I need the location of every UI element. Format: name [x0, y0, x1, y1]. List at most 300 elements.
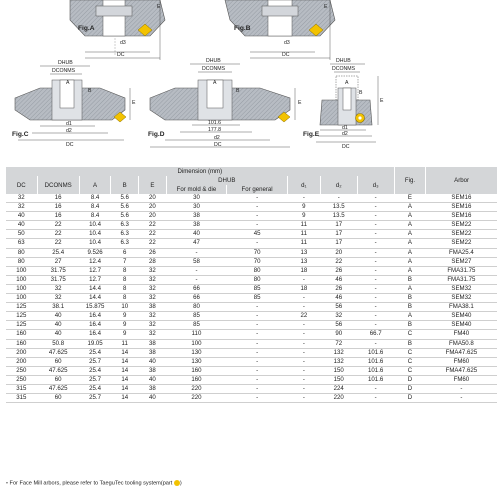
- cell-d3: 101.6: [357, 348, 394, 357]
- table-row: [6, 275, 498, 284]
- cell-a: 8.4: [79, 203, 111, 212]
- cell-b: 14: [111, 384, 139, 393]
- cell-d3: -: [357, 284, 394, 293]
- cell-d2: 13.5: [320, 212, 357, 221]
- d3-header: d₃: [357, 176, 394, 194]
- fig-e-e-label: E: [380, 98, 384, 104]
- table-row: [6, 303, 498, 312]
- fig-d-drawing: [150, 64, 295, 147]
- cell-fig: B: [394, 339, 426, 348]
- table-row: [6, 248, 498, 257]
- cell-d3: -: [357, 230, 394, 239]
- cell-dc: 160: [6, 339, 38, 348]
- fig-e-b-label: B: [359, 90, 363, 96]
- cell-dconms: 40: [37, 330, 79, 339]
- cell-e: 38: [139, 348, 167, 357]
- cell-d2: 32: [320, 312, 357, 321]
- cell-dc: 100: [6, 284, 38, 293]
- cell-dc: 40: [6, 221, 38, 230]
- fig-c-dc-label: DC: [66, 142, 74, 148]
- dhub-header: DHUB: [166, 176, 287, 185]
- cell-dconms: 38.1: [37, 303, 79, 312]
- fig-e-a-label: A: [345, 80, 349, 86]
- fig-c-drawing: [15, 66, 130, 140]
- cell-e: 22: [139, 221, 167, 230]
- cell-d2: 46: [320, 294, 357, 303]
- cell-a: 14.4: [79, 284, 111, 293]
- cell-d3: -: [357, 266, 394, 275]
- cell-fig: A: [394, 239, 426, 248]
- cell-a: 10.4: [79, 239, 111, 248]
- fig-c-a-label: A: [66, 80, 70, 86]
- cell-fig: A: [394, 312, 426, 321]
- cell-dconms: 50.8: [37, 339, 79, 348]
- cell-e: 32: [139, 330, 167, 339]
- cell-fig: D: [394, 394, 426, 403]
- fig-d-b-label: B: [236, 88, 240, 94]
- cell-a: 12.4: [79, 257, 111, 266]
- cell-d1: -: [287, 275, 320, 284]
- cell-dc: 125: [6, 312, 38, 321]
- cell-e: 40: [139, 357, 167, 366]
- cell-e: 20: [139, 212, 167, 221]
- cell-d3: 101.6: [357, 366, 394, 375]
- cell-dhub-mold: 130: [166, 348, 227, 357]
- fig-d-177-label: 177.8: [208, 127, 221, 133]
- cell-arbor: SEM22: [426, 239, 497, 248]
- cell-b: 11: [111, 339, 139, 348]
- cell-d3: -: [357, 275, 394, 284]
- fig-header: Fig.: [394, 167, 426, 194]
- fig-b-dc-label: DC: [282, 52, 290, 58]
- cell-dhub-general: -: [227, 239, 288, 248]
- cell-a: 8.4: [79, 212, 111, 221]
- cell-b: 14: [111, 375, 139, 384]
- fig-c-d2-label: d2: [66, 128, 72, 134]
- fig-a-dc-label: DC: [117, 52, 125, 58]
- cell-dhub-general: 80: [227, 275, 288, 284]
- table-row: [6, 194, 498, 203]
- cell-d3: -: [357, 294, 394, 303]
- arbor-header: Arbor: [426, 167, 497, 194]
- cell-dhub-mold: 85: [166, 321, 227, 330]
- fig-c-dhub-label: DHUB: [58, 60, 73, 66]
- table-row: [6, 239, 498, 248]
- cell-arbor: FMA31.75: [426, 266, 497, 275]
- cell-d3: -: [357, 212, 394, 221]
- fig-c-d1-label: d1: [66, 121, 72, 127]
- cell-dconms: 31.75: [37, 266, 79, 275]
- cell-b: 8: [111, 294, 139, 303]
- cell-arbor: FMA47.625: [426, 348, 497, 357]
- cell-d1: 13: [287, 257, 320, 266]
- cell-d2: 224: [320, 384, 357, 393]
- cell-b: 5.6: [111, 212, 139, 221]
- cell-dc: 250: [6, 375, 38, 384]
- table-row: [6, 321, 498, 330]
- cell-d1: 11: [287, 239, 320, 248]
- cell-b: 9: [111, 312, 139, 321]
- cell-dc: 315: [6, 384, 38, 393]
- cell-dhub-general: 70: [227, 257, 288, 266]
- cell-dconms: 16: [37, 212, 79, 221]
- cell-dhub-general: -: [227, 348, 288, 357]
- cell-e: 26: [139, 248, 167, 257]
- cell-d1: -: [287, 194, 320, 203]
- fig-b-e-label: E: [324, 4, 328, 10]
- cell-dhub-general: 45: [227, 230, 288, 239]
- cell-fig: C: [394, 357, 426, 366]
- cell-dhub-general: -: [227, 375, 288, 384]
- cell-e: 28: [139, 257, 167, 266]
- cell-d2: 17: [320, 239, 357, 248]
- cell-dhub-mold: 38: [166, 221, 227, 230]
- cell-a: 12.7: [79, 275, 111, 284]
- cell-e: 22: [139, 230, 167, 239]
- cell-b: 5.6: [111, 194, 139, 203]
- cell-d1: -: [287, 375, 320, 384]
- table-row: [6, 266, 498, 275]
- cell-b: 8: [111, 275, 139, 284]
- table-row: [6, 294, 498, 303]
- cell-dhub-mold: 30: [166, 203, 227, 212]
- cell-arbor: FMA50.8: [426, 339, 497, 348]
- cell-dhub-general: -: [227, 394, 288, 403]
- cell-dhub-general: -: [227, 212, 288, 221]
- cell-dhub-mold: 130: [166, 357, 227, 366]
- fig-c-e-label: E: [132, 100, 136, 106]
- cell-d2: -: [320, 194, 357, 203]
- cell-dhub-mold: 85: [166, 312, 227, 321]
- cell-arbor: -: [426, 384, 497, 393]
- cell-d2: 90: [320, 330, 357, 339]
- cell-dconms: 32: [37, 294, 79, 303]
- cell-d3: 66.7: [357, 330, 394, 339]
- cell-d3: -: [357, 312, 394, 321]
- fig-b-d3-label: d3: [284, 40, 290, 46]
- cell-d2: 46: [320, 275, 357, 284]
- cell-dhub-mold: 66: [166, 294, 227, 303]
- cell-dc: 125: [6, 303, 38, 312]
- cell-d1: -: [287, 357, 320, 366]
- table-row: [6, 221, 498, 230]
- cell-d2: 72: [320, 339, 357, 348]
- cell-e: 32: [139, 321, 167, 330]
- dhub-mold-header: For mold & die: [166, 185, 227, 194]
- cell-dconms: 31.75: [37, 275, 79, 284]
- cell-dhub-mold: -: [166, 275, 227, 284]
- cell-dhub-general: -: [227, 194, 288, 203]
- cell-d2: 150: [320, 375, 357, 384]
- dimension-group-header: Dimension (mm): [6, 167, 395, 176]
- cell-d2: 132: [320, 357, 357, 366]
- cell-dconms: 22: [37, 221, 79, 230]
- cell-d1: -: [287, 339, 320, 348]
- cell-d1: 9: [287, 203, 320, 212]
- footnote: [6, 480, 182, 486]
- fig-a-d3-label: d3: [120, 40, 126, 46]
- cell-arbor: FM40: [426, 330, 497, 339]
- cell-dhub-general: -: [227, 357, 288, 366]
- cell-dhub-mold: 220: [166, 384, 227, 393]
- cell-dhub-mold: 100: [166, 339, 227, 348]
- cell-arbor: FM60: [426, 357, 497, 366]
- cell-dc: 160: [6, 330, 38, 339]
- cell-e: 20: [139, 194, 167, 203]
- header-row-group: [6, 167, 498, 176]
- cell-arbor: SEM16: [426, 194, 497, 203]
- cell-fig: A: [394, 230, 426, 239]
- cell-b: 8: [111, 284, 139, 293]
- cell-e: 38: [139, 366, 167, 375]
- cell-arbor: SEM16: [426, 212, 497, 221]
- fig-e-d1-label: d1: [342, 125, 348, 131]
- cell-d2: 13.5: [320, 203, 357, 212]
- cell-arbor: SEM16: [426, 203, 497, 212]
- cell-dhub-mold: 47: [166, 239, 227, 248]
- cell-arbor: SEM22: [426, 221, 497, 230]
- cell-dc: 63: [6, 239, 38, 248]
- cell-dconms: 25.4: [37, 248, 79, 257]
- fig-e-label: Fig.E: [303, 131, 320, 138]
- cell-dhub-general: 85: [227, 294, 288, 303]
- cell-d1: 9: [287, 212, 320, 221]
- cell-d2: 17: [320, 230, 357, 239]
- cell-a: 14.4: [79, 294, 111, 303]
- cell-a: 25.7: [79, 375, 111, 384]
- cell-dhub-mold: 66: [166, 284, 227, 293]
- cell-d1: 18: [287, 284, 320, 293]
- table-row: [6, 394, 498, 403]
- table-row: [6, 312, 498, 321]
- table-row: [6, 257, 498, 266]
- cell-d3: -: [357, 239, 394, 248]
- cell-dhub-general: -: [227, 303, 288, 312]
- cell-dc: 315: [6, 394, 38, 403]
- cell-dhub-general: -: [227, 203, 288, 212]
- cell-a: 19.05: [79, 339, 111, 348]
- cell-dc: 80: [6, 248, 38, 257]
- fig-e-dc-label: DC: [342, 144, 350, 150]
- dimension-table: [5, 167, 497, 403]
- cell-fig: E: [394, 194, 426, 203]
- cell-d3: -: [357, 321, 394, 330]
- cell-d1: -: [287, 321, 320, 330]
- cell-dhub-mold: -: [166, 266, 227, 275]
- cell-b: 6: [111, 248, 139, 257]
- cell-d1: 13: [287, 248, 320, 257]
- cell-fig: A: [394, 203, 426, 212]
- cell-dc: 32: [6, 203, 38, 212]
- cell-d2: 20: [320, 248, 357, 257]
- cell-e: 38: [139, 339, 167, 348]
- cell-dconms: 27: [37, 257, 79, 266]
- cell-a: 25.7: [79, 357, 111, 366]
- cell-dhub-general: -: [227, 339, 288, 348]
- cell-b: 9: [111, 330, 139, 339]
- cell-fig: A: [394, 248, 426, 257]
- cell-d3: -: [357, 203, 394, 212]
- cell-dc: 200: [6, 348, 38, 357]
- cell-b: 14: [111, 366, 139, 375]
- cell-d3: -: [357, 339, 394, 348]
- cell-dhub-general: -: [227, 321, 288, 330]
- cell-a: 9.526: [79, 248, 111, 257]
- cell-dhub-general: 80: [227, 266, 288, 275]
- cell-d3: -: [357, 248, 394, 257]
- e-header: E: [139, 176, 167, 194]
- cell-dc: 50: [6, 230, 38, 239]
- cell-d1: 18: [287, 266, 320, 275]
- fig-c-dconms-label: DCONMS: [52, 68, 76, 74]
- cell-d1: -: [287, 394, 320, 403]
- cell-fig: B: [394, 303, 426, 312]
- cell-d1: -: [287, 330, 320, 339]
- cell-d2: 132: [320, 348, 357, 357]
- cell-e: 22: [139, 239, 167, 248]
- cell-dc: 100: [6, 275, 38, 284]
- cell-dhub-general: 85: [227, 284, 288, 293]
- cell-fig: C: [394, 366, 426, 375]
- cell-fig: A: [394, 257, 426, 266]
- cell-d2: 220: [320, 394, 357, 403]
- cell-a: 25.4: [79, 384, 111, 393]
- cell-arbor: SEM40: [426, 312, 497, 321]
- cell-dhub-mold: 38: [166, 212, 227, 221]
- cell-arbor: SEM27: [426, 257, 497, 266]
- fig-d-e-label: E: [298, 100, 302, 106]
- cell-d3: -: [357, 221, 394, 230]
- cell-b: 6.3: [111, 221, 139, 230]
- cell-a: 25.4: [79, 366, 111, 375]
- fig-d-dc-label: DC: [214, 142, 222, 148]
- dc-header: DC: [6, 176, 38, 194]
- footnote-close: ): [179, 480, 182, 487]
- cell-dconms: 40: [37, 312, 79, 321]
- cell-dconms: 22: [37, 239, 79, 248]
- cell-arbor: SEM32: [426, 284, 497, 293]
- cell-fig: D: [394, 384, 426, 393]
- cell-dhub-mold: 110: [166, 330, 227, 339]
- cell-dconms: 32: [37, 284, 79, 293]
- cell-d2: 22: [320, 257, 357, 266]
- cell-dhub-mold: 30: [166, 194, 227, 203]
- table-row: [6, 230, 498, 239]
- cell-arbor: FMA47.625: [426, 366, 497, 375]
- cell-arbor: SEM40: [426, 321, 497, 330]
- cell-a: 16.4: [79, 312, 111, 321]
- dhub-general-header: For general: [227, 185, 288, 194]
- a-header: A: [79, 176, 111, 194]
- cell-dc: 100: [6, 294, 38, 303]
- cell-e: 32: [139, 284, 167, 293]
- fig-d-dhub-label: DHUB: [206, 58, 221, 64]
- cell-dconms: 16: [37, 194, 79, 203]
- cell-a: 16.4: [79, 330, 111, 339]
- cell-dconms: 47.625: [37, 348, 79, 357]
- table-row: [6, 366, 498, 375]
- cell-dhub-mold: 80: [166, 303, 227, 312]
- dimension-table-wrap: [5, 167, 497, 403]
- cell-a: 16.4: [79, 321, 111, 330]
- cell-d2: 26: [320, 266, 357, 275]
- cell-d3: -: [357, 384, 394, 393]
- cell-fig: C: [394, 330, 426, 339]
- fig-d-101-label: 101.6: [208, 120, 221, 126]
- cell-b: 10: [111, 303, 139, 312]
- cell-e: 32: [139, 266, 167, 275]
- table-row: [6, 357, 498, 366]
- fig-e-dhub-label: DHUB: [336, 58, 351, 64]
- d1-header: d₁: [287, 176, 320, 194]
- b-header: B: [111, 176, 139, 194]
- cell-d2: 56: [320, 321, 357, 330]
- cell-b: 14: [111, 394, 139, 403]
- cell-b: 8: [111, 266, 139, 275]
- fig-a-label: Fig.A: [78, 25, 95, 32]
- table-row: [6, 203, 498, 212]
- fig-d-d2-label: d2: [214, 135, 220, 141]
- cell-d3: 101.6: [357, 375, 394, 384]
- table-body: [6, 194, 498, 403]
- table-row: [6, 384, 498, 393]
- figures-panel: [0, 0, 500, 168]
- cell-fig: B: [394, 275, 426, 284]
- fig-d-label: Fig.D: [148, 131, 165, 138]
- cell-b: 6.3: [111, 230, 139, 239]
- footnote-bullet: •: [6, 480, 8, 487]
- cell-d1: -: [287, 366, 320, 375]
- cell-e: 32: [139, 312, 167, 321]
- cell-dc: 200: [6, 357, 38, 366]
- cell-d1: -: [287, 303, 320, 312]
- table-row: [6, 375, 498, 384]
- table-row: [6, 284, 498, 293]
- cell-a: 25.4: [79, 348, 111, 357]
- cell-d1: 11: [287, 221, 320, 230]
- cell-dhub-mold: 160: [166, 375, 227, 384]
- cell-dc: 80: [6, 257, 38, 266]
- cell-dconms: 60: [37, 375, 79, 384]
- cell-dc: 250: [6, 366, 38, 375]
- cell-d3: -: [357, 303, 394, 312]
- cell-dc: 125: [6, 321, 38, 330]
- table-row: [6, 339, 498, 348]
- cell-fig: D: [394, 375, 426, 384]
- cell-dhub-general: -: [227, 384, 288, 393]
- cell-d1: 22: [287, 312, 320, 321]
- cell-arbor: -: [426, 394, 497, 403]
- cell-d2: 17: [320, 221, 357, 230]
- cell-b: 14: [111, 357, 139, 366]
- footnote-text: For Face Mill arbors, please refer to TaeguTec tooling system(part: [9, 480, 174, 487]
- fig-d-dconms-label: DCONMS: [202, 66, 226, 72]
- fig-c-b-label: B: [88, 88, 92, 94]
- cell-a: 8.4: [79, 194, 111, 203]
- cell-b: 5.6: [111, 203, 139, 212]
- cell-fig: A: [394, 212, 426, 221]
- cell-e: 32: [139, 275, 167, 284]
- cell-b: 9: [111, 321, 139, 330]
- cell-e: 32: [139, 294, 167, 303]
- cell-dconms: 47.625: [37, 384, 79, 393]
- cell-arbor: SEM22: [426, 230, 497, 239]
- cell-dhub-general: 70: [227, 248, 288, 257]
- cell-e: 38: [139, 303, 167, 312]
- cell-dc: 40: [6, 212, 38, 221]
- cell-arbor: FMA25.4: [426, 248, 497, 257]
- cell-dc: 32: [6, 194, 38, 203]
